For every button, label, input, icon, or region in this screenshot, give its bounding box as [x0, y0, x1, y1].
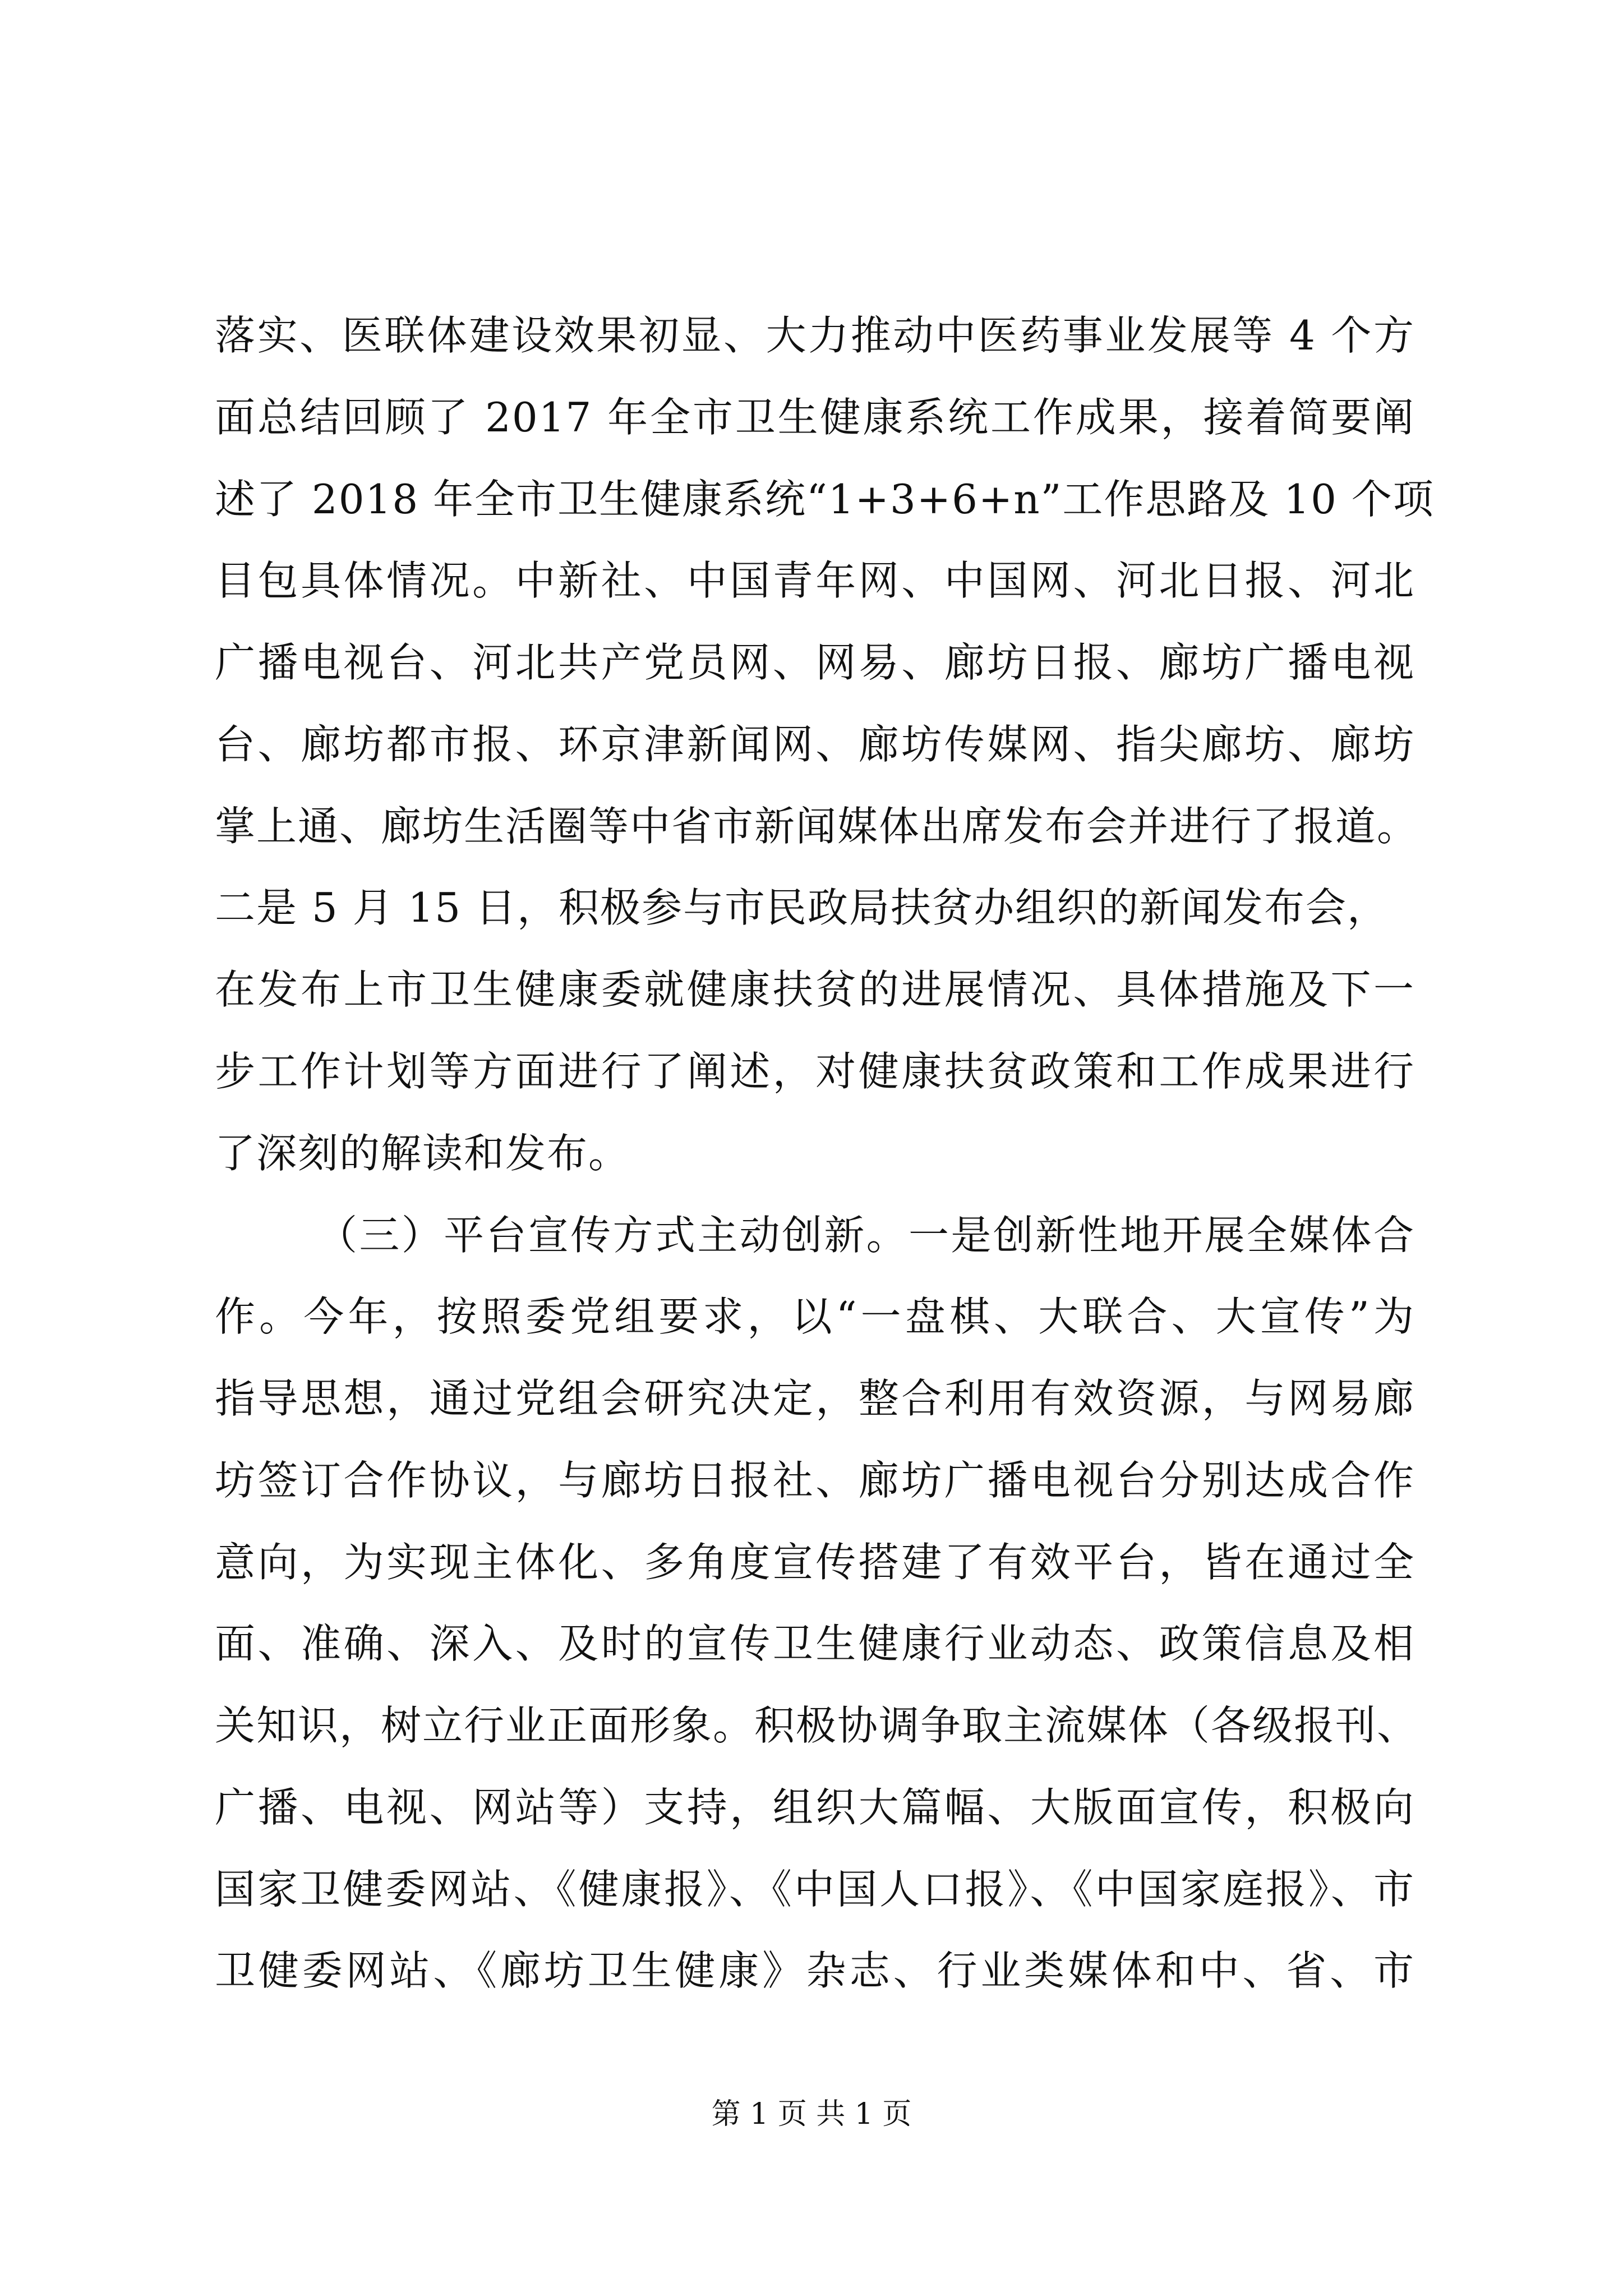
page-number: 第 1 页 共 1 页: [711, 2097, 912, 2131]
body-text-line: 广播、电视、网站等）支持，组织大篇幅、大版面宣传，积极向: [215, 1784, 1415, 1831]
body-text-line: 步工作计划等方面进行了阐述，对健康扶贫政策和工作成果进行: [215, 1048, 1415, 1095]
body-text-line: 作。今年，按照委党组要求，以“一盘棋、大联合、大宣传”为: [215, 1293, 1415, 1340]
body-text-line: 落实、医联体建设效果初显、大力推动中医药事业发展等 4 个方: [215, 312, 1415, 359]
body-text-line: 目包具体情况。中新社、中国青年网、中国网、河北日报、河北: [215, 557, 1415, 604]
body-text-line: 卫健委网站、《廊坊卫生健康》杂志、行业类媒体和中、省、市: [215, 1947, 1415, 1994]
body-text-line: 述了 2018 年全市卫生健康系统“1+3+6+n”工作思路及 10 个项: [215, 476, 1435, 523]
body-text-line: 面、准确、深入、及时的宣传卫生健康行业动态、政策信息及相: [215, 1620, 1415, 1667]
paragraph-end-line: 了深刻的解读和发布。: [215, 1130, 630, 1177]
body-text-line: 关知识，树立行业正面形象。积极协调争取主流媒体（各级报刊、: [215, 1702, 1419, 1749]
body-text-line: 坊签订合作协议，与廊坊日报社、廊坊广播电视台分别达成合作: [215, 1457, 1415, 1504]
body-text-line: 面总结回顾了 2017 年全市卫生健康系统工作成果，接着简要阐: [215, 394, 1415, 441]
page-footer: [0, 2095, 1623, 2134]
body-text-line: 国家卫健委网站、《健康报》、《中国人口报》、《中国家庭报》、市: [215, 1866, 1415, 1913]
body-text-line: 二是 5 月 15 日，积极参与市民政局扶贫办组织的新闻发布会，: [215, 884, 1389, 931]
body-text-line: 广播电视台、河北共产党员网、网易、廊坊日报、廊坊广播电视: [215, 639, 1415, 686]
body-text-line: 台、廊坊都市报、环京津新闻网、廊坊传媒网、指尖廊坊、廊坊: [215, 721, 1415, 768]
body-text-line: 意向，为实现主体化、多角度宣传搭建了有效平台，皆在通过全: [215, 1539, 1415, 1586]
body-text-line: 掌上通、廊坊生活圈等中省市新闻媒体出席发布会并进行了报道。: [215, 803, 1419, 850]
body-text-line: 在发布上市卫生健康委就健康扶贫的进展情况、具体措施及下一: [215, 966, 1415, 1013]
body-text-line: 指导思想，通过党组会研究决定，整合利用有效资源，与网易廊: [215, 1375, 1415, 1422]
section-heading-line: （三）平台宣传方式主动创新。一是创新性地开展全媒体合: [317, 1212, 1415, 1259]
